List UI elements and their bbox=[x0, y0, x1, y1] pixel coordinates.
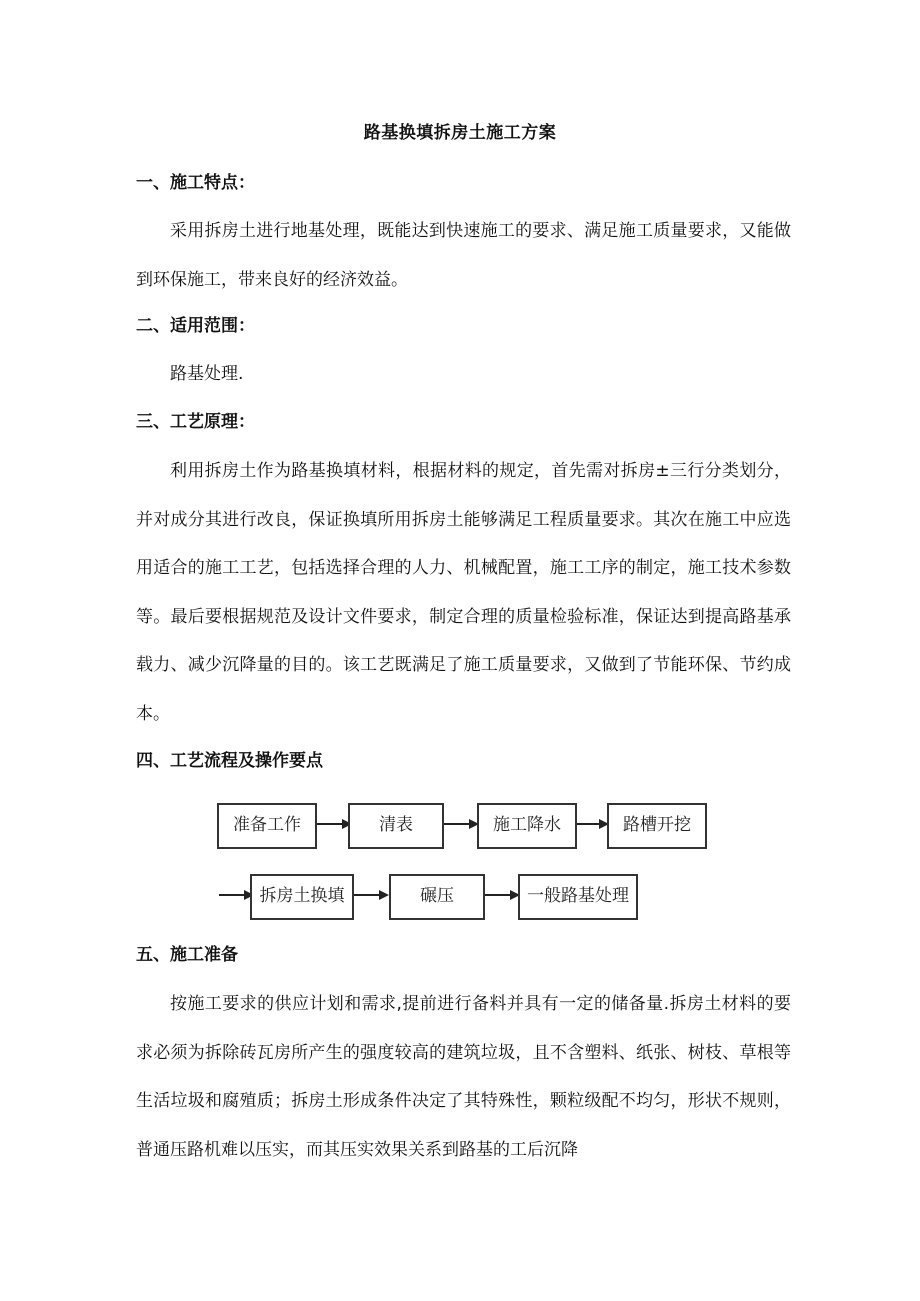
flow-arrow-head bbox=[379, 890, 389, 900]
section-heading-preparation: 五、施工准备 bbox=[136, 945, 238, 965]
document-title: 路基换填拆房土施工方案 bbox=[363, 123, 557, 143]
section-paragraph-preparation: 按施工要求的供应计划和需求,提前进行备料并具有一定的储备量.拆房土材料的要求必须为拆除砖瓦房所产生的强度较高的建筑垃圾，且不含塑料、纸张、树枝、草根等生活垃圾和腐殖质；拆房土形成条件决定了其特殊性，颗粒级配不均匀，形状不规则，普通压路机难以压实，而其压实效果关系到路基的工后沉降 bbox=[136, 994, 791, 1160]
section-heading-process: 四、工艺流程及操作要点 bbox=[136, 751, 323, 771]
section-paragraph-features: 采用拆房土进行地基处理，既能达到快速施工的要求、满足施工质量要求，又能做到环保施工，带来良好的经济效益。 bbox=[136, 221, 791, 290]
flow-step-prepare: 准备工作 bbox=[217, 803, 317, 849]
section-heading-scope: 二、适用范围： bbox=[136, 316, 255, 336]
flow-arrow-line bbox=[485, 894, 513, 896]
section-paragraph-scope: 路基处理. bbox=[170, 364, 244, 384]
flow-step-dewatering: 施工降水 bbox=[477, 803, 577, 849]
section-heading-principle: 三、工艺原理： bbox=[136, 412, 255, 432]
process-flowchart bbox=[210, 796, 720, 926]
flow-step-clear-surface: 清表 bbox=[348, 803, 444, 849]
section-paragraph-principle: 利用拆房土作为路基换填材料，根据材料的规定，首先需对拆房±三行分类划分，并对成分其进行改良，保证换填所用拆房土能够满足工程质量要求。其次在施工中应选用适合的施工工艺，包括选择合理的人力、机械配置，施工工序的制定，施工技术参数等。最后要根据规范及设计文件要求，制定合理的质量检验标准，保证达到提高路基承载力、减少沉降量的目的。该工艺既满足了施工质量要求，又做到了节能环保、节约成本。 bbox=[136, 461, 791, 724]
flow-arrow-line bbox=[219, 894, 247, 896]
flow-step-trench-excavation: 路槽开挖 bbox=[607, 803, 707, 849]
flow-arrow-line bbox=[317, 823, 345, 825]
flow-step-compaction: 碾压 bbox=[389, 874, 485, 920]
flow-arrow-line bbox=[354, 894, 382, 896]
flow-step-backfill: 拆房土换填 bbox=[250, 874, 354, 920]
flow-step-general-subgrade: 一般路基处理 bbox=[518, 874, 638, 920]
section-heading-features: 一、施工特点： bbox=[136, 173, 255, 193]
